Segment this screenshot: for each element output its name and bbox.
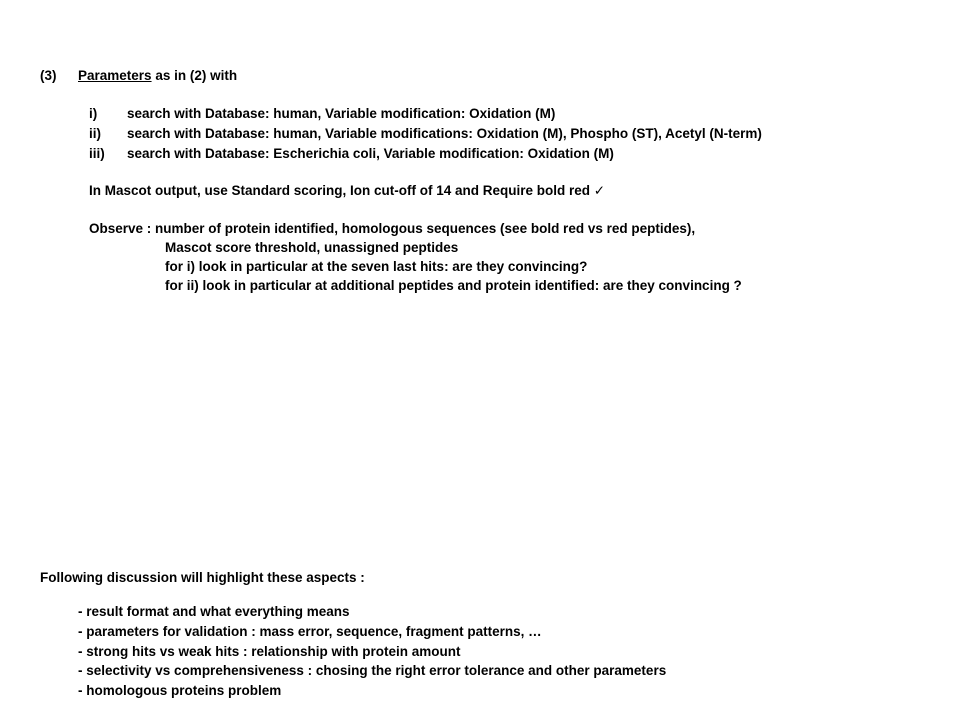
check-mark-icon: ✓: [593, 183, 606, 198]
item-label-ii: ii): [89, 126, 101, 141]
item-text-iii: search with Database: Escherichia coli, Variable modification: Oxidation (M): [127, 146, 614, 161]
observe-line-2: for i) look in particular at the seven last hits: are they convincing?: [165, 259, 588, 274]
mascot-note: [89, 181, 605, 200]
parameters-link-text: Parameters: [78, 68, 152, 83]
mascot-note-text: In Mascot output, use Standard scoring, Ion cut-off of 14 and Require bold red: [89, 183, 591, 198]
observe-line-1: Mascot score threshold, unassigned peptides: [165, 240, 459, 255]
discussion-heading: Following discussion will highlight these aspects :: [40, 570, 365, 585]
item-text-i: search with Database: human, Variable modification: Oxidation (M): [127, 106, 556, 121]
observe-line-3: for ii) look in particular at additional peptides and protein identified: are they convincing ?: [165, 278, 742, 293]
discussion-bullet: - homologous proteins problem: [78, 683, 282, 698]
item-text-ii: search with Database: human, Variable modifications: Oxidation (M), Phospho (ST), Acetyl (N-term): [127, 126, 762, 141]
section-heading-rest: as in (2) with: [151, 68, 238, 83]
section-number: (3): [40, 68, 57, 83]
discussion-bullet: - selectivity vs comprehensiveness : chosing the right error tolerance and other parameters: [78, 663, 667, 678]
item-label-iii: iii): [89, 146, 105, 161]
section-heading: [78, 66, 237, 85]
discussion-bullet: - parameters for validation : mass error, sequence, fragment patterns, …: [78, 624, 542, 639]
discussion-bullet: - strong hits vs weak hits : relationship with protein amount: [78, 644, 461, 659]
observe-lead: Observe : number of protein identified, homologous sequences (see bold red vs red peptides),: [89, 221, 696, 236]
item-label-i: i): [89, 106, 98, 121]
discussion-bullet: - result format and what everything means: [78, 604, 350, 619]
